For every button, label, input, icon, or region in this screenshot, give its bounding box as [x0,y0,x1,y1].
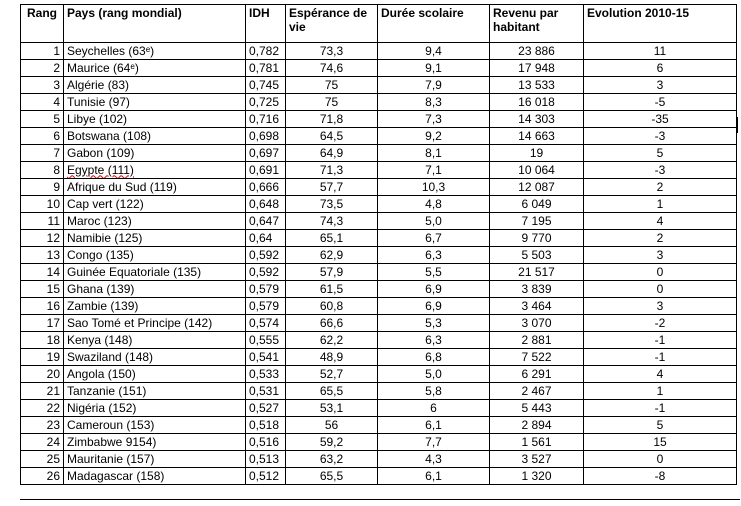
cell-rang: 3 [21,77,64,94]
col-header-idh: IDH [246,5,286,43]
cell-duree: 9,1 [378,60,490,77]
cell-pays: Congo (135) [64,247,246,264]
cell-evolution: 0 [584,264,737,281]
cell-idh: 0,579 [246,281,286,298]
cell-rang: 8 [21,162,64,179]
cell-revenu: 13 533 [490,77,584,94]
cell-duree: 6,3 [378,247,490,264]
cell-idh: 0,574 [246,315,286,332]
cell-evolution: -1 [584,332,737,349]
cell-idh: 0,555 [246,332,286,349]
cell-pays: Maurice (64ᵉ) [64,60,246,77]
cell-idh: 0,666 [246,179,286,196]
cell-esperance: 62,9 [286,247,378,264]
cell-idh: 0,716 [246,111,286,128]
cell-rang: 9 [21,179,64,196]
cell-revenu: 16 018 [490,94,584,111]
cell-duree: 5,3 [378,315,490,332]
col-header-revenu: Revenu par habitant [490,5,584,43]
cell-evolution: 5 [584,417,737,434]
cell-pays: Cameroun (153) [64,417,246,434]
table-row [21,417,737,434]
cell-duree: 6,1 [378,417,490,434]
cell-evolution: 2 [584,230,737,247]
cell-duree: 6 [378,400,490,417]
table-row [21,213,737,230]
cell-esperance: 63,2 [286,451,378,468]
cell-pays: Tunisie (97) [64,94,246,111]
cell-pays: Algérie (83) [64,77,246,94]
cell-esperance: 62,2 [286,332,378,349]
cell-duree: 5,0 [378,213,490,230]
cell-esperance: 48,9 [286,349,378,366]
cell-idh: 0,579 [246,298,286,315]
cell-evolution: 3 [584,298,737,315]
cell-revenu: 5 503 [490,247,584,264]
cell-evolution: 1 [584,383,737,400]
cell-idh: 0,697 [246,145,286,162]
cell-esperance: 66,6 [286,315,378,332]
cell-pays: Angola (150) [64,366,246,383]
table-row [21,332,737,349]
cell-revenu: 3 527 [490,451,584,468]
cell-rang: 19 [21,349,64,366]
cell-revenu: 2 894 [490,417,584,434]
cell-duree: 7,3 [378,111,490,128]
table-row [21,281,737,298]
cell-pays: Madagascar (158) [64,468,246,485]
cell-duree: 10,3 [378,179,490,196]
cell-duree: 8,1 [378,145,490,162]
cell-evolution: 6 [584,60,737,77]
cell-revenu: 12 087 [490,179,584,196]
table-row [21,247,737,264]
cell-evolution: 4 [584,213,737,230]
cell-pays: Ghana (139) [64,281,246,298]
cell-revenu: 1 320 [490,468,584,485]
cell-rang: 24 [21,434,64,451]
cell-evolution: 1 [584,196,737,213]
col-header-duree: Durée scolaire [378,5,490,43]
cell-pays: Afrique du Sud (119) [64,179,246,196]
cell-evolution: -1 [584,349,737,366]
cell-idh: 0,648 [246,196,286,213]
cell-esperance: 57,7 [286,179,378,196]
cell-esperance: 61,5 [286,281,378,298]
cell-pays: Tanzanie (151) [64,383,246,400]
cell-evolution: 3 [584,77,737,94]
cell-revenu: 14 663 [490,128,584,145]
cell-rang: 25 [21,451,64,468]
cell-esperance: 60,8 [286,298,378,315]
cell-evolution: -2 [584,315,737,332]
cell-idh: 0,691 [246,162,286,179]
cell-rang: 4 [21,94,64,111]
cell-duree: 6,7 [378,230,490,247]
cell-rang: 7 [21,145,64,162]
text-cursor [737,117,738,133]
cell-esperance: 74,3 [286,213,378,230]
cell-esperance: 52,7 [286,366,378,383]
cell-esperance: 73,3 [286,43,378,60]
cell-rang: 17 [21,315,64,332]
cell-rang: 2 [21,60,64,77]
cell-revenu: 17 948 [490,60,584,77]
cell-pays: Zambie (139) [64,298,246,315]
cell-pays: Mauritanie (157) [64,451,246,468]
cell-duree: 6,3 [378,332,490,349]
cell-idh: 0,518 [246,417,286,434]
cell-evolution: 4 [584,366,737,383]
table-row [21,128,737,145]
cell-idh: 0,531 [246,383,286,400]
cell-pays: Libye (102) [64,111,246,128]
cell-rang: 12 [21,230,64,247]
cell-duree: 5,8 [378,383,490,400]
cell-evolution: 5 [584,145,737,162]
col-header-pays: Pays (rang mondial) [64,5,246,43]
cell-rang: 13 [21,247,64,264]
table-row [21,230,737,247]
cell-pays: Cap vert (122) [64,196,246,213]
cell-revenu: 10 064 [490,162,584,179]
cell-idh: 0,533 [246,366,286,383]
table-row [21,349,737,366]
cell-duree: 6,1 [378,468,490,485]
cell-duree: 7,1 [378,162,490,179]
cell-esperance: 75 [286,94,378,111]
cell-esperance: 75 [286,77,378,94]
cell-revenu: 7 522 [490,349,584,366]
cell-esperance: 64,9 [286,145,378,162]
cell-rang: 6 [21,128,64,145]
cell-evolution: -8 [584,468,737,485]
cell-duree: 6,8 [378,349,490,366]
header-row [21,5,737,43]
table-row [21,77,737,94]
cell-evolution: -3 [584,162,737,179]
hdi-table [20,4,737,485]
cell-rang: 20 [21,366,64,383]
table-row [21,298,737,315]
cell-revenu: 9 770 [490,230,584,247]
cell-rang: 11 [21,213,64,230]
cell-idh: 0,725 [246,94,286,111]
cell-duree: 7,9 [378,77,490,94]
cell-rang: 23 [21,417,64,434]
cell-idh: 0,513 [246,451,286,468]
cell-duree: 5,0 [378,366,490,383]
cell-rang: 21 [21,383,64,400]
cell-rang: 15 [21,281,64,298]
cell-revenu: 2 881 [490,332,584,349]
cell-esperance: 57,9 [286,264,378,281]
cell-evolution: -3 [584,128,737,145]
cell-idh: 0,592 [246,264,286,281]
cell-idh: 0,592 [246,247,286,264]
cell-revenu: 6 291 [490,366,584,383]
cell-duree: 8,3 [378,94,490,111]
cell-revenu: 7 195 [490,213,584,230]
cell-idh: 0,516 [246,434,286,451]
cell-rang: 10 [21,196,64,213]
cell-pays: Botswana (108) [64,128,246,145]
table-row [21,434,737,451]
cell-rang: 18 [21,332,64,349]
cell-revenu: 2 467 [490,383,584,400]
cell-duree: 9,2 [378,128,490,145]
cell-pays: Gabon (109) [64,145,246,162]
cell-evolution: 11 [584,43,737,60]
table-row [21,264,737,281]
cell-idh: 0,527 [246,400,286,417]
cell-duree: 6,9 [378,281,490,298]
cell-duree: 5,5 [378,264,490,281]
cell-esperance: 59,2 [286,434,378,451]
table-row [21,315,737,332]
cell-idh: 0,512 [246,468,286,485]
cell-pays: Nigéria (152) [64,400,246,417]
cell-idh: 0,541 [246,349,286,366]
cell-idh: 0,64 [246,230,286,247]
cell-idh: 0,782 [246,43,286,60]
cell-revenu: 23 886 [490,43,584,60]
cell-rang: 14 [21,264,64,281]
cell-esperance: 71,8 [286,111,378,128]
col-header-evolution: Evolution 2010-15 [584,5,737,43]
cell-idh: 0,647 [246,213,286,230]
cell-idh: 0,698 [246,128,286,145]
table-row [21,468,737,485]
cell-pays: Seychelles (63ᵉ) [64,43,246,60]
cell-revenu: 3 070 [490,315,584,332]
cell-revenu: 19 [490,145,584,162]
table-row [21,383,737,400]
cell-pays: Namibie (125) [64,230,246,247]
cell-revenu: 6 049 [490,196,584,213]
cell-pays: Sao Tomé et Principe (142) [64,315,246,332]
table-row [21,43,737,60]
cell-revenu: 21 517 [490,264,584,281]
cell-esperance: 65,5 [286,468,378,485]
cell-evolution: -1 [584,400,737,417]
cell-evolution: 2 [584,179,737,196]
table-row [21,196,737,213]
cell-pays: Swaziland (148) [64,349,246,366]
cell-evolution: 3 [584,247,737,264]
cell-pays: Zimbabwe 9154) [64,434,246,451]
cell-pays: Kenya (148) [64,332,246,349]
col-header-rang: Rang [21,5,64,43]
cell-evolution: -5 [584,94,737,111]
table-row [21,451,737,468]
cell-evolution: 0 [584,451,737,468]
cell-esperance: 71,3 [286,162,378,179]
cell-duree: 4,3 [378,451,490,468]
cell-esperance: 65,1 [286,230,378,247]
cell-pays: Maroc (123) [64,213,246,230]
cell-esperance: 64,5 [286,128,378,145]
table-row [21,162,737,179]
col-header-esperance: Espérance de vie [286,5,378,43]
cell-duree: 7,7 [378,434,490,451]
cell-idh: 0,745 [246,77,286,94]
cell-revenu: 5 443 [490,400,584,417]
cell-rang: 26 [21,468,64,485]
cell-pays: Guinée Equatoriale (135) [64,264,246,281]
cell-rang: 5 [21,111,64,128]
cell-esperance: 65,5 [286,383,378,400]
cell-duree: 4,8 [378,196,490,213]
table-row [21,60,737,77]
table-row [21,366,737,383]
cell-esperance: 53,1 [286,400,378,417]
cell-idh: 0,781 [246,60,286,77]
table-row [21,145,737,162]
table-row [21,179,737,196]
cell-evolution: 0 [584,281,737,298]
cell-evolution: -35 [584,111,737,128]
cell-pays: Egypte (111) [64,162,246,179]
cell-rang: 16 [21,298,64,315]
cell-esperance: 73,5 [286,196,378,213]
cell-esperance: 74,6 [286,60,378,77]
table-row [21,111,737,128]
cell-revenu: 3 464 [490,298,584,315]
cell-revenu: 14 303 [490,111,584,128]
cell-evolution: 15 [584,434,737,451]
cell-duree: 9,4 [378,43,490,60]
cell-esperance: 56 [286,417,378,434]
cell-revenu: 1 561 [490,434,584,451]
cell-duree: 6,9 [378,298,490,315]
cell-rang: 22 [21,400,64,417]
cell-revenu: 3 839 [490,281,584,298]
table-row [21,94,737,111]
cell-rang: 1 [21,43,64,60]
table-row [21,400,737,417]
